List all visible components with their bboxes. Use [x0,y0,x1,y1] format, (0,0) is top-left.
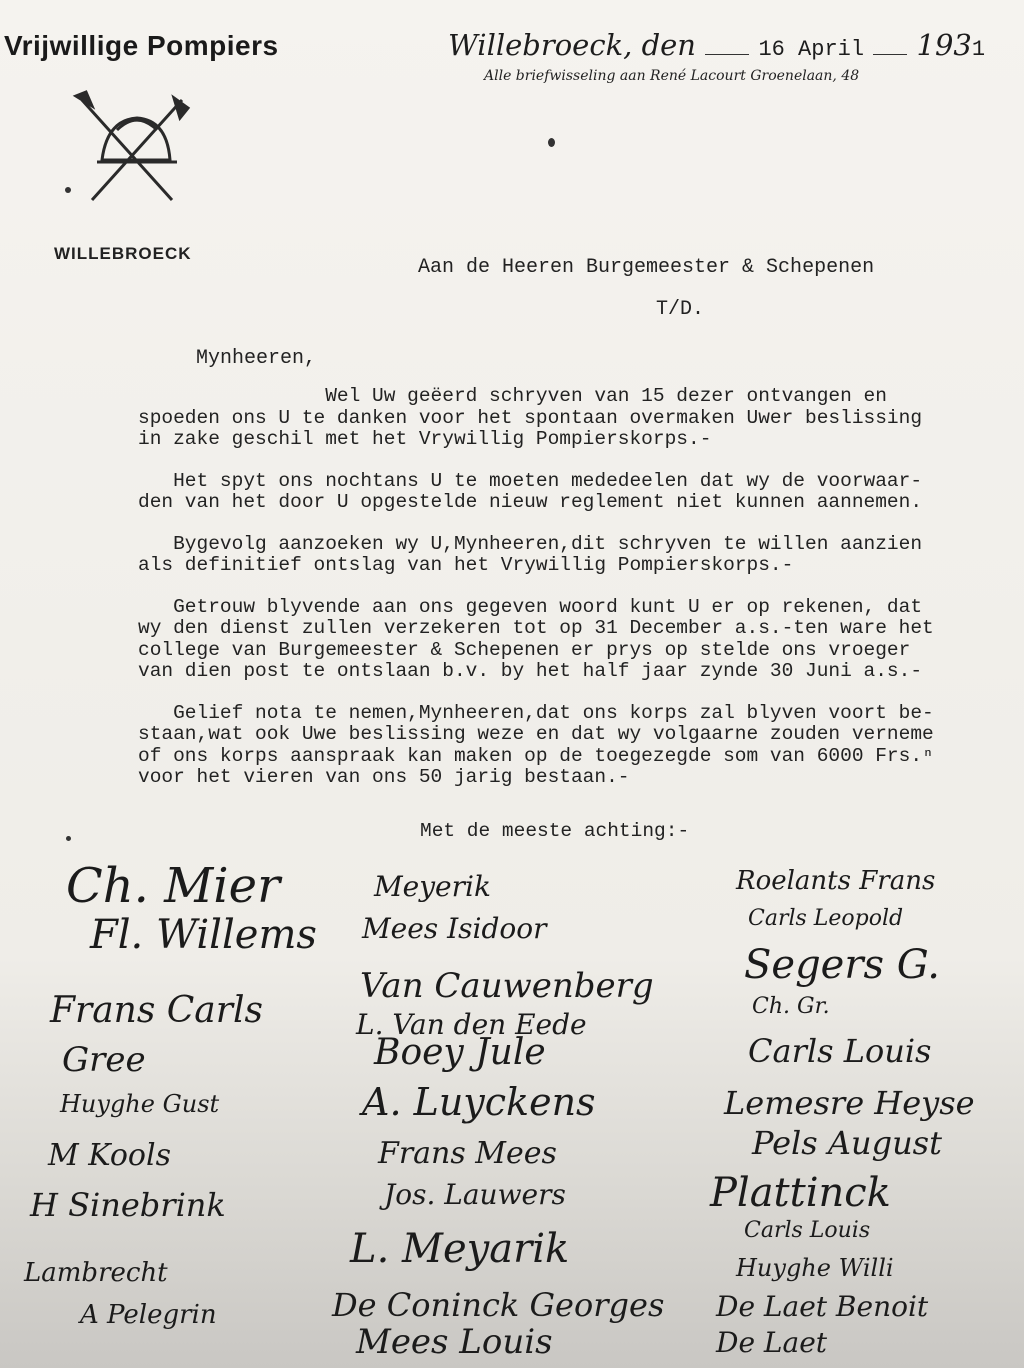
signature: A. Luyckens [362,1080,596,1124]
dateline-day-month: 16 April [758,37,865,62]
signature: Lambrecht [24,1258,168,1288]
signature: Ch. Gr. [752,994,830,1019]
body-paragraph: Wel Uw geëerd schryven van 15 dezer ontvangen en spoeden ons U te danken voor het spontaan overmaken Uwer beslissing in zake geschil met het Vrywillig Pompierskorps.- [138,385,923,450]
signature: De Laet Benoit [716,1290,929,1323]
signature: Plattinck [710,1170,891,1216]
correspondence-address: Alle briefwisseling aan René Lacourt Groenelaan, 48 [484,68,860,84]
dateline-year-prefix: 193 [916,28,972,62]
dateline-place: Willebroeck, den [448,28,696,62]
signature: De Coninck Georges [332,1286,665,1324]
signature: Jos. Lauwers [384,1178,566,1211]
addressee: Aan de Heeren Burgemeester & Schepenen [418,256,875,279]
ter-destinatie: T/D. [656,298,705,321]
signature: Huyghe Gust [60,1090,220,1118]
signature: Meyerik [374,870,491,903]
ink-dot [66,836,71,841]
dateline-year-suffix: 1 [971,37,986,62]
closing: Met de meeste achting:- [420,820,690,842]
signature: Segers G. [744,942,940,988]
firefighter-helmet-emblem-icon [62,90,202,210]
body-paragraph: Bygevolg aanzoeken wy U,Mynheeren,dit schryven te willen aanzien als definitief ontslag van het Vrywillig Pompierskorps.- [138,532,923,576]
signature: M Kools [48,1138,171,1173]
signature: A Pelegrin [80,1300,217,1330]
signature: Lemesre Heyse [724,1084,975,1122]
signature: Roelants Frans [736,866,936,896]
signature: L. Van den Eede [356,1008,587,1041]
signature: De Laet [716,1326,828,1359]
letterhead-town: WILLEBROECK [54,244,192,263]
signature: L. Meyarik [350,1226,570,1272]
body-paragraph: Het spyt ons nochtans U te moeten mededeelen dat wy de voorwaar- den van het door U opgestelde nieuw reglement niet kunnen aannemen. [138,469,923,513]
signature: Mees Louis [356,1322,553,1362]
signature: Pels August [752,1124,942,1162]
signature: H Sinebrink [30,1186,226,1224]
date-underline [705,54,749,55]
signature: Frans Mees [378,1136,557,1171]
signature: Boey Jule [374,1032,546,1073]
signature: Carls Louis [748,1032,932,1070]
signature: Gree [62,1040,146,1080]
signature: Frans Carls [50,990,263,1031]
letter-body [138,386,1018,809]
signature: Mees Isidoor [362,912,547,945]
ink-dot [548,138,555,147]
dateline [448,28,985,62]
signature: Fl. Willems [90,912,317,958]
signature: Ch. Mier [66,858,281,914]
signature: Carls Louis [744,1218,871,1243]
signature: Carls Leopold [748,906,904,931]
body-paragraph: Gelief nota te nemen,Mynheeren,dat ons korps zal blyven voort be- staan,wat ook Uwe beslissing weze en dat wy volgaarne zouden verneme of ons korps aanspraak kan maken op de toegezegde som van 6000 Frs.ⁿ voor het vieren van ons 50 jarig bestaan.- [138,701,934,788]
signature: Van Cauwenberg [360,966,654,1006]
date-underline [873,54,907,55]
salutation: Mynheeren, [196,347,317,370]
organization-name: Vrijwillige Pompiers [4,30,279,61]
body-paragraph: Getrouw blyvende aan ons gegeven woord kunt U er op rekenen, dat wy den dienst zullen verzekeren tot op 31 December a.s.-ten ware het college van Burgemeester & Schepenen er prys op stelde ons vroeger van dien post te ontslaan b.v. by het half jaar zynde 30 Juni a.s.- [138,595,934,682]
signature: Huyghe Willi [736,1254,894,1282]
